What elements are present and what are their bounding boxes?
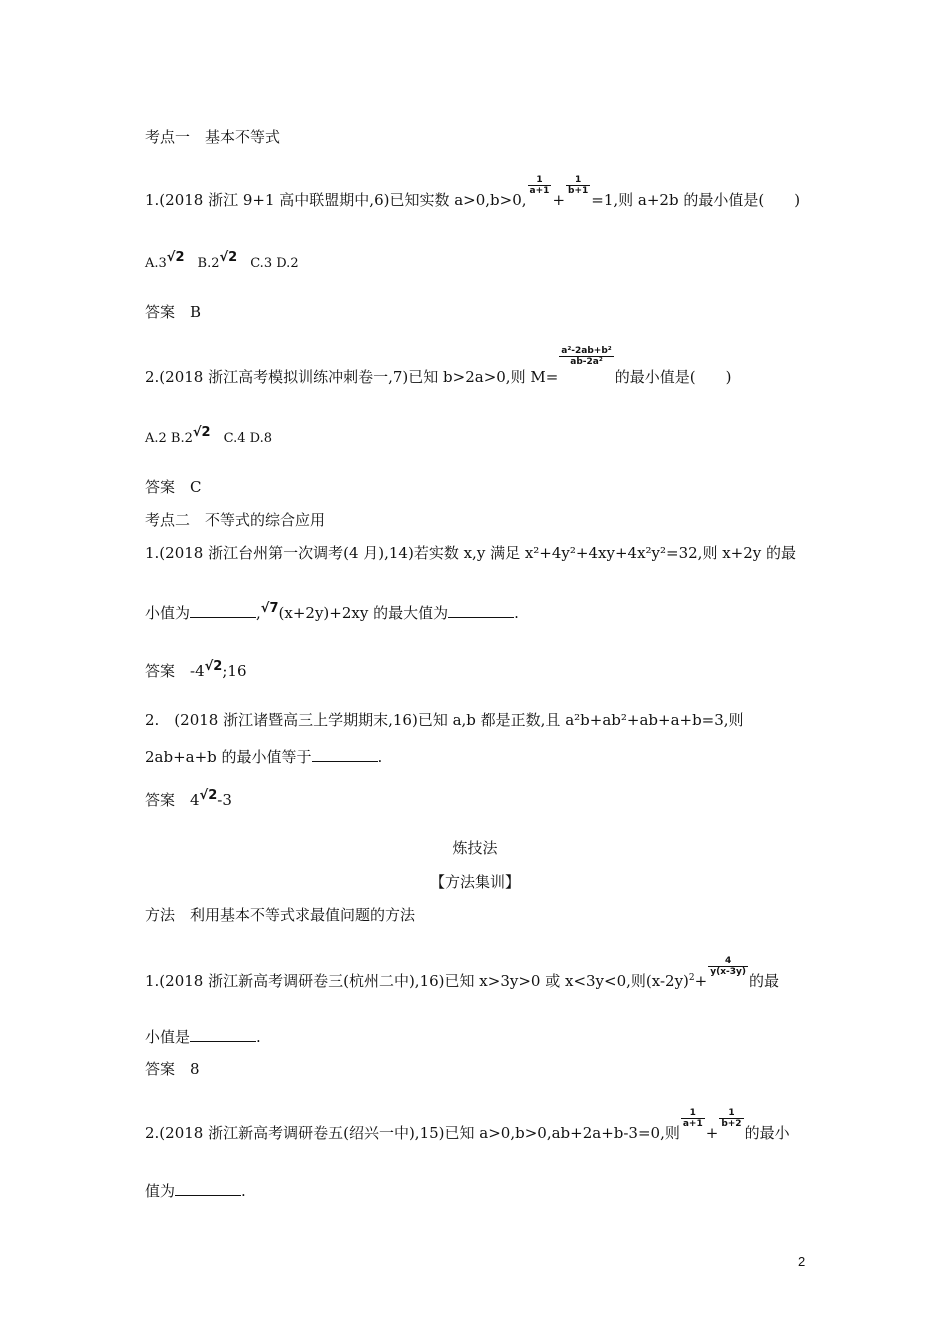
s1-q2-options bbox=[145, 425, 272, 449]
frac-den: a+1 bbox=[682, 1118, 703, 1129]
period: . bbox=[241, 1182, 246, 1200]
sqrt-icon: √7 bbox=[260, 601, 279, 616]
p-q2-frac1 bbox=[681, 1108, 705, 1129]
sqrt-icon: √2 bbox=[192, 425, 211, 440]
s1-q2-text-a: 2.(2018 浙江高考模拟训练冲刺卷一,7)已知 b>2a>0,则 M= bbox=[145, 368, 559, 386]
frac-num: 4 bbox=[724, 955, 732, 966]
plus-sign: + bbox=[705, 1124, 719, 1142]
frac-den: b+1 bbox=[568, 185, 589, 196]
s2-q1-line2 bbox=[145, 603, 519, 625]
s1-q1-frac1 bbox=[528, 175, 552, 196]
text: 值为 bbox=[145, 1182, 176, 1200]
answer-blank bbox=[312, 747, 378, 762]
answer-rest: ;16 bbox=[222, 662, 247, 680]
s1-q2 bbox=[145, 345, 732, 389]
frac-den: ab-2a² bbox=[559, 356, 613, 367]
s1-q2-frac bbox=[559, 346, 613, 367]
s1-q2-text-b: 的最小值是( ) bbox=[614, 368, 732, 386]
comma: , bbox=[256, 604, 261, 622]
sqrt-icon: √2 bbox=[166, 250, 185, 265]
s1-q1-text-a: 1.(2018 浙江 9+1 高中联盟期中,6)已知实数 a>0,b>0, bbox=[145, 191, 527, 209]
option-a-b: A.2 B.2 bbox=[145, 431, 193, 446]
text: 小值为 bbox=[145, 604, 191, 622]
p-q1 bbox=[145, 955, 779, 993]
page-number: 2 bbox=[798, 1254, 806, 1269]
period: . bbox=[377, 748, 383, 766]
s1-q1-text-b: =1,则 a+2b 的最小值是( ) bbox=[591, 191, 801, 209]
plus-sign: + bbox=[552, 191, 566, 209]
s2-q2-answer bbox=[145, 790, 232, 812]
section2-title: 考点二 不等式的综合应用 bbox=[145, 511, 326, 529]
p-q1-answer: 答案 8 bbox=[145, 1060, 200, 1078]
s1-q1-options bbox=[145, 250, 299, 274]
option-b: B.2 bbox=[184, 256, 220, 271]
period: . bbox=[256, 1028, 261, 1046]
p-q2-line2 bbox=[145, 1181, 246, 1201]
option-a: A.3 bbox=[145, 256, 167, 271]
options-rest: C.4 D.8 bbox=[210, 431, 272, 446]
answer-blank bbox=[190, 1027, 256, 1042]
s1-q1-answer: 答案 B bbox=[145, 303, 202, 321]
plus-sign: + bbox=[694, 972, 708, 990]
sqrt-icon: √2 bbox=[199, 788, 218, 803]
sqrt-icon: √2 bbox=[219, 250, 238, 265]
frac-num: 1 bbox=[689, 1107, 696, 1118]
p-q1-text-b: 的最 bbox=[748, 972, 779, 990]
p-q2-text-a: 2.(2018 浙江新高考调研卷五(绍兴一中),15)已知 a>0,b>0,ab+2a+b-3=0,则 bbox=[145, 1124, 680, 1142]
frac-den: a+1 bbox=[529, 185, 550, 196]
practice-subheading: 【方法集训】 bbox=[429, 873, 520, 891]
answer-label: 答案 4 bbox=[145, 791, 200, 809]
s1-q2-answer: 答案 C bbox=[145, 478, 202, 496]
answer-blank bbox=[190, 603, 256, 618]
p-q1-line2 bbox=[145, 1027, 261, 1047]
s1-q1 bbox=[145, 174, 801, 212]
p-q2 bbox=[145, 1107, 790, 1145]
p-q2-text-b: 的最小 bbox=[744, 1124, 790, 1142]
p-q1-frac bbox=[708, 956, 748, 977]
answer-rest: -3 bbox=[217, 791, 232, 809]
s2-q2-line2 bbox=[145, 747, 382, 767]
options-rest: C.3 D.2 bbox=[237, 256, 299, 271]
method-title: 方法 利用基本不等式求最值问题的方法 bbox=[145, 906, 416, 924]
frac-den: y(x-3y) bbox=[710, 966, 746, 977]
s1-q1-frac2 bbox=[566, 175, 590, 196]
answer-label: 答案 -4 bbox=[145, 662, 205, 680]
p-q2-frac2 bbox=[719, 1108, 743, 1129]
frac-num: a²-2ab+b² bbox=[561, 345, 612, 356]
text: (x+2y)+2xy 的最大值为 bbox=[278, 604, 449, 622]
practice-heading: 炼技法 bbox=[452, 839, 498, 857]
s2-q2-line1: 2. (2018 浙江诸暨高三上学期期末,16)已知 a,b 都是正数,且 a²b+ab²+ab+a+b=3,则 bbox=[145, 711, 744, 729]
frac-num: 1 bbox=[536, 174, 543, 185]
answer-blank bbox=[175, 1181, 241, 1196]
answer-blank bbox=[448, 603, 514, 618]
p-q1-text-a: 1.(2018 浙江新高考调研卷三(杭州二中),16)已知 x>3y>0 或 x<3y<0,则(x-2y) bbox=[145, 972, 689, 990]
period: . bbox=[514, 604, 519, 622]
frac-num: 1 bbox=[575, 174, 582, 185]
exponent: 2 bbox=[688, 973, 695, 983]
frac-num: 1 bbox=[728, 1107, 735, 1118]
text: 2ab+a+b 的最小值等于 bbox=[145, 748, 312, 766]
frac-den: b+2 bbox=[721, 1118, 742, 1129]
section1-title: 考点一 基本不等式 bbox=[145, 128, 281, 146]
sqrt-icon: √2 bbox=[204, 659, 223, 674]
s2-q1-line1: 1.(2018 浙江台州第一次调考(4 月),14)若实数 x,y 满足 x²+4y²+4xy+4x²y²=32,则 x+2y 的最 bbox=[145, 544, 797, 562]
s2-q1-answer bbox=[145, 661, 246, 683]
text: 小值是 bbox=[145, 1028, 191, 1046]
